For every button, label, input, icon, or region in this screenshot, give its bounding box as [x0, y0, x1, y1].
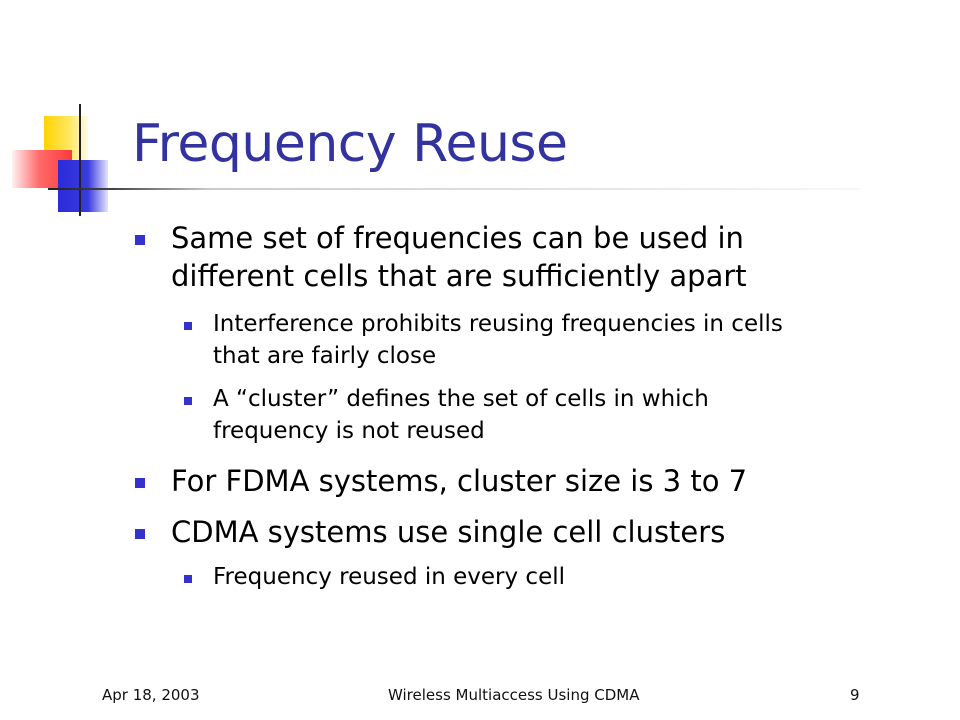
bullet-item	[171, 462, 747, 500]
bullet-line: CDMA systems use single cell clusters	[171, 515, 726, 549]
vertical-rule-decoration	[79, 104, 81, 216]
bullet-marker-icon	[184, 322, 192, 330]
sub-bullet-item	[213, 383, 709, 447]
bullet-line: different cells that are sufficiently apart	[171, 259, 747, 293]
sub-bullet-item	[213, 561, 565, 593]
bullet-line: A “cluster” defines the set of cells in which	[213, 386, 709, 412]
bullet-marker-icon	[184, 397, 192, 405]
slide-title: Frequency Reuse	[132, 114, 568, 174]
footer-title: Wireless Multiaccess Using CDMA	[388, 686, 640, 704]
bullet-line: For FDMA systems, cluster size is 3 to 7	[171, 464, 748, 498]
bullet-line: that are fairly close	[213, 343, 437, 369]
bullet-line: Same set of frequencies can be used in	[171, 221, 744, 255]
bullet-marker-icon	[135, 235, 145, 245]
bullet-marker-icon	[135, 529, 145, 539]
sub-bullet-item	[213, 308, 783, 372]
bullet-line: frequency is not reused	[213, 418, 485, 444]
bullet-item	[171, 513, 725, 551]
bullet-marker-icon	[184, 575, 192, 583]
bullet-item	[171, 219, 747, 295]
bullet-line: Frequency reused in every cell	[213, 564, 565, 590]
title-underline-rule	[48, 188, 860, 190]
bullet-marker-icon	[135, 478, 145, 488]
footer-date: Apr 18, 2003	[102, 686, 200, 704]
blue-square-decoration	[58, 160, 108, 212]
bullet-line: Interference prohibits reusing frequencies in cells	[213, 311, 783, 337]
page-number: 9	[850, 686, 860, 704]
